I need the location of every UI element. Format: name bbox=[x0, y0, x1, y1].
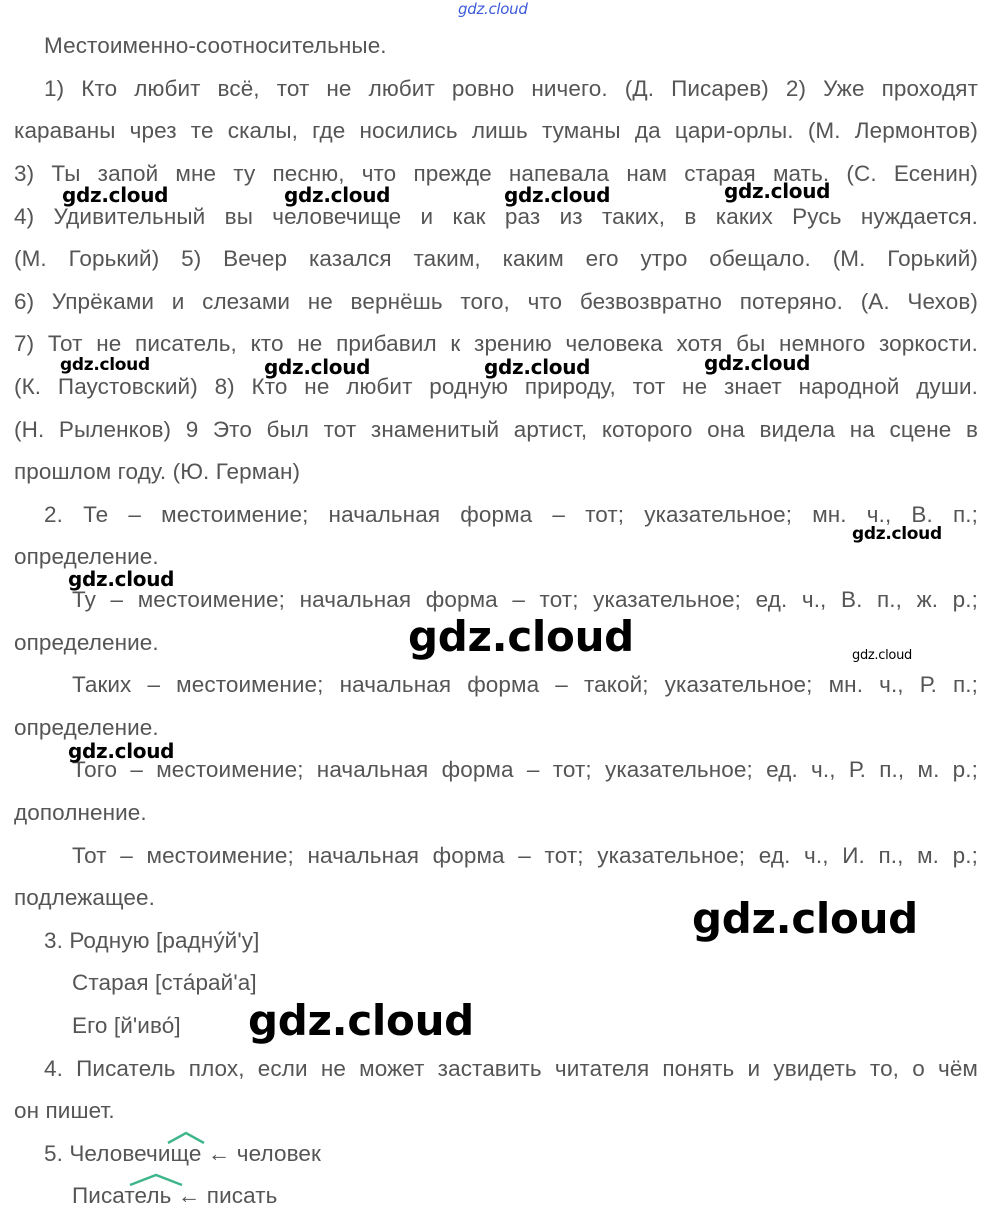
text-line-11: прошлом году. (Ю. Герман) bbox=[14, 459, 301, 484]
text-line-1: Местоименно-соотносительные. bbox=[44, 33, 387, 58]
text-line-24: Его [й'иво́] bbox=[72, 1013, 181, 1038]
watermark: gdz.cloud bbox=[62, 183, 169, 207]
text-line-10: (Н. Рыленков) 9 Это был тот знаменитый артист, которого она видела на сцене в bbox=[14, 417, 978, 442]
text-line-19: дополнение. bbox=[14, 800, 147, 825]
watermark: gdz.cloud bbox=[68, 739, 175, 763]
watermark: gdz.cloud bbox=[248, 996, 474, 1045]
text-line-20: Тот – местоимение; начальная форма – тот; указательное; ед. ч., И. п., м. р.; bbox=[72, 843, 978, 868]
text-line-18: Того – местоимение; начальная форма – тот; указательное; ед. ч., Р. п., м. р.; bbox=[72, 757, 978, 782]
text-line-25: 4. Писатель плох, если не может заставить читателя понять и увидеть то, о чём bbox=[44, 1056, 978, 1081]
watermark: gdz.cloud bbox=[60, 355, 150, 375]
watermark: gdz.cloud bbox=[852, 524, 942, 544]
watermark: gdz.cloud bbox=[504, 183, 611, 207]
text-line-14: Ту – местоимение; начальная форма – тот; указательное; ед. ч., В. п., ж. р.; bbox=[72, 587, 978, 612]
text-line-23: Старая [ста́рай'а] bbox=[72, 970, 257, 995]
watermark-top: gdz.cloud bbox=[458, 0, 528, 18]
text-line-17: определение. bbox=[14, 715, 159, 740]
watermark: gdz.cloud bbox=[692, 894, 918, 943]
text-line-15: определение. bbox=[14, 630, 159, 655]
watermark: gdz.cloud bbox=[284, 183, 391, 207]
text-line-6: (М. Горький) 5) Вечер казался таким, каким его утро обещало. (М. Горький) bbox=[14, 246, 978, 271]
watermark: gdz.cloud bbox=[68, 567, 175, 591]
watermark: gdz.cloud bbox=[264, 355, 371, 379]
watermark: gdz.cloud bbox=[408, 612, 634, 661]
suffix-arc-icon bbox=[166, 1130, 206, 1146]
text-line-3: караваны чрез те скалы, где носились лишь туманы да цари-орлы. (М. Лермонтов) bbox=[14, 118, 978, 143]
watermark: gdz.cloud bbox=[724, 179, 831, 203]
text-line-22: 3. Родную [радну́й'у] bbox=[44, 928, 260, 953]
text-line-4: 3) Ты запой мне ту песню, что прежде напевала нам старая мать. (С. Есенин) bbox=[14, 161, 978, 186]
text-line-7: 6) Упрёками и слезами не вернёшь того, что безвозвратно потеряно. (А. Чехов) bbox=[14, 289, 978, 314]
text-line-5: 4) Удивительный вы человечище и как раз из таких, в каких Русь нуждается. bbox=[14, 204, 978, 229]
text-line-12: 2. Те – местоимение; начальная форма – тот; указательное; мн. ч., В. п.; bbox=[44, 502, 978, 527]
text-line-13: определение. bbox=[14, 544, 159, 569]
text-line-21: подлежащее. bbox=[14, 885, 155, 910]
watermark: gdz.cloud bbox=[484, 355, 591, 379]
text-line-26: он пишет. bbox=[14, 1098, 115, 1123]
text-line-16: Таких – местоимение; начальная форма – такой; указательное; мн. ч., Р. п.; bbox=[72, 672, 978, 697]
watermark: gdz.cloud bbox=[852, 648, 912, 663]
text-line-28: Писатель ← писать bbox=[72, 1183, 278, 1208]
text-line-8: 7) Тот не писатель, кто не прибавил к зрению человека хотя бы немного зоркости. bbox=[14, 331, 978, 356]
suffix-arc-icon bbox=[128, 1172, 184, 1188]
text-line-27: 5. Человечище ← человек bbox=[44, 1141, 321, 1166]
text-line-2: 1) Кто любит всё, тот не любит ровно ничего. (Д. Писарев) 2) Уже проходят bbox=[44, 76, 978, 101]
text-line-9: (К. Паустовский) 8) Кто не любит родную природу, тот не знает народной души. bbox=[14, 374, 978, 399]
watermark: gdz.cloud bbox=[704, 351, 811, 375]
